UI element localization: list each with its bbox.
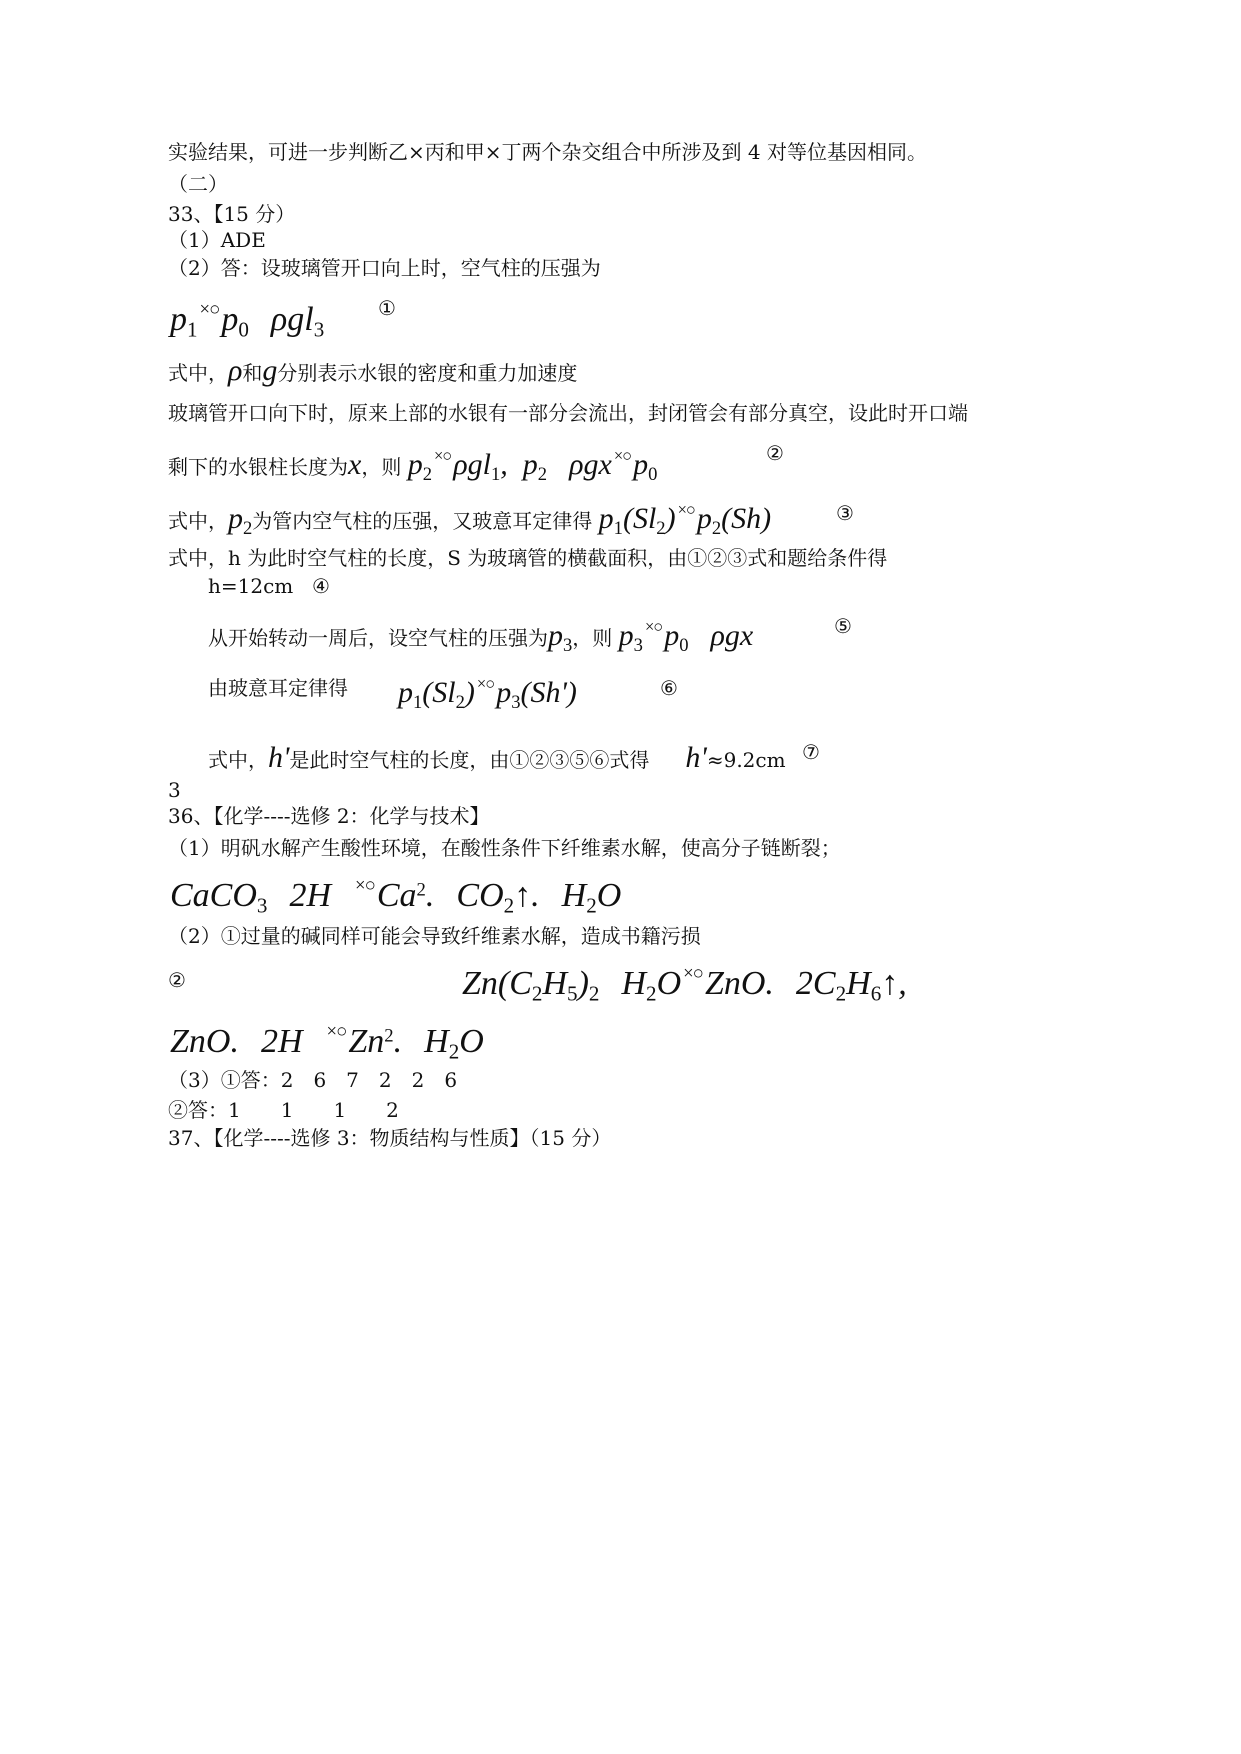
equation-1: $p_1^{\times○}p_0$ ρgl$_3$	[170, 299, 325, 342]
question-36-heading: 36、【化学----选修 2：化学与技术】	[168, 804, 490, 828]
equation-marker-5: ⑤	[834, 614, 852, 638]
text-line-tube-down: 玻璃管开口向下时，原来上部的水银有一部分会流出，封闭管会有部分真空，设此时开口端	[168, 401, 968, 425]
equation-marker-6: ⑥	[660, 676, 678, 700]
section-heading-two: （二）	[168, 172, 228, 196]
text-line-x-eq: 剩下的水银柱长度为x，则 $p_2^{\times○}\rho gl_1$, $p_2$ ρgx $^{\times○}p_0$	[168, 446, 658, 486]
answer-33-1: （1）ADE	[168, 228, 266, 252]
text-line-3: 3	[168, 778, 181, 802]
text-line-boyle-2: 由玻意耳定律得	[208, 676, 348, 700]
text-line-boyle: 式中，$p_2$为管内空气柱的压强，又玻意耳定律得 $p_1(Sl_2)$ $^{\times○}p_2(Sh)$	[168, 500, 772, 540]
equation-2: $p_2^{\times○}\rho gl_1$, $p_2$ ρgx $^{\times○}p_0$	[407, 446, 658, 486]
equation-6: $p_1(Sl_2)$ $^{\times○}p_3(Sh')$	[398, 674, 577, 714]
equation-marker-3: ③	[836, 501, 854, 525]
question-37-heading: 37、【化学----选修 3：物质结构与性质】（15 分）	[168, 1126, 612, 1150]
answer-36-2: （2）①过量的碱同样可能会导致纤维素水解，造成书籍污损	[168, 924, 701, 948]
equation-marker-1: ①	[378, 296, 396, 320]
equation-5: $p_3^{\times○}p_0$ ρgx	[618, 617, 754, 657]
equation-caco3: CaCO$_3$ 2H ×○Ca$^2$. $CO_2↑$. $H_2O$	[170, 875, 622, 918]
text-line-1: 实验结果，可进一步判断乙×丙和甲×丁两个杂交组合中所涉及到 4 对等位基因相同。	[168, 140, 927, 164]
result-h: h=12cm	[208, 574, 294, 598]
text-line-hprime: 式中，h'是此时空气柱的长度，由①②③⑤⑥式得 h'≈9.2cm	[208, 741, 786, 774]
equation-marker-4: ④	[312, 574, 330, 598]
answer-36-1: （1）明矾水解产生酸性环境，在酸性条件下纤维素水解，使高分子链断裂；	[168, 836, 841, 860]
text-line-h-def: 式中，h 为此时空气柱的长度，S 为玻璃管的横截面积，由①②③式和题给条件得	[168, 546, 888, 570]
text-line-p3: 从开始转动一周后，设空气柱的压强为$p_3$，则 $p_3^{\times○}p_0$ ρgx	[208, 617, 754, 657]
answer-36-2-marker: ②	[168, 968, 186, 992]
equation-marker-7: ⑦	[802, 740, 820, 764]
equation-zn-et: $Zn(C_2H_5)_2$ $H_2O$ ×○ZnO. $2C_2H_6↑$,	[462, 963, 907, 1006]
question-33-heading: 33、【15 分）	[168, 202, 296, 226]
equation-marker-2: ②	[766, 441, 784, 465]
equation-3: $p_1(Sl_2)$ $^{\times○}p_2(Sh)$	[598, 500, 772, 540]
equation-zno: ZnO. 2H ×○Zn$^2$. $H_2O$	[170, 1021, 484, 1064]
answer-36-3-2: ②答：1 1 1 2	[168, 1098, 399, 1122]
text-line-rho-g: 式中，ρ和g分别表示水银的密度和重力加速度	[168, 354, 578, 387]
answer-33-2-intro: （2）答：设玻璃管开口向上时，空气柱的压强为	[168, 256, 601, 280]
answer-36-3-1: （3）①答：2 6 7 2 2 6	[168, 1068, 458, 1092]
